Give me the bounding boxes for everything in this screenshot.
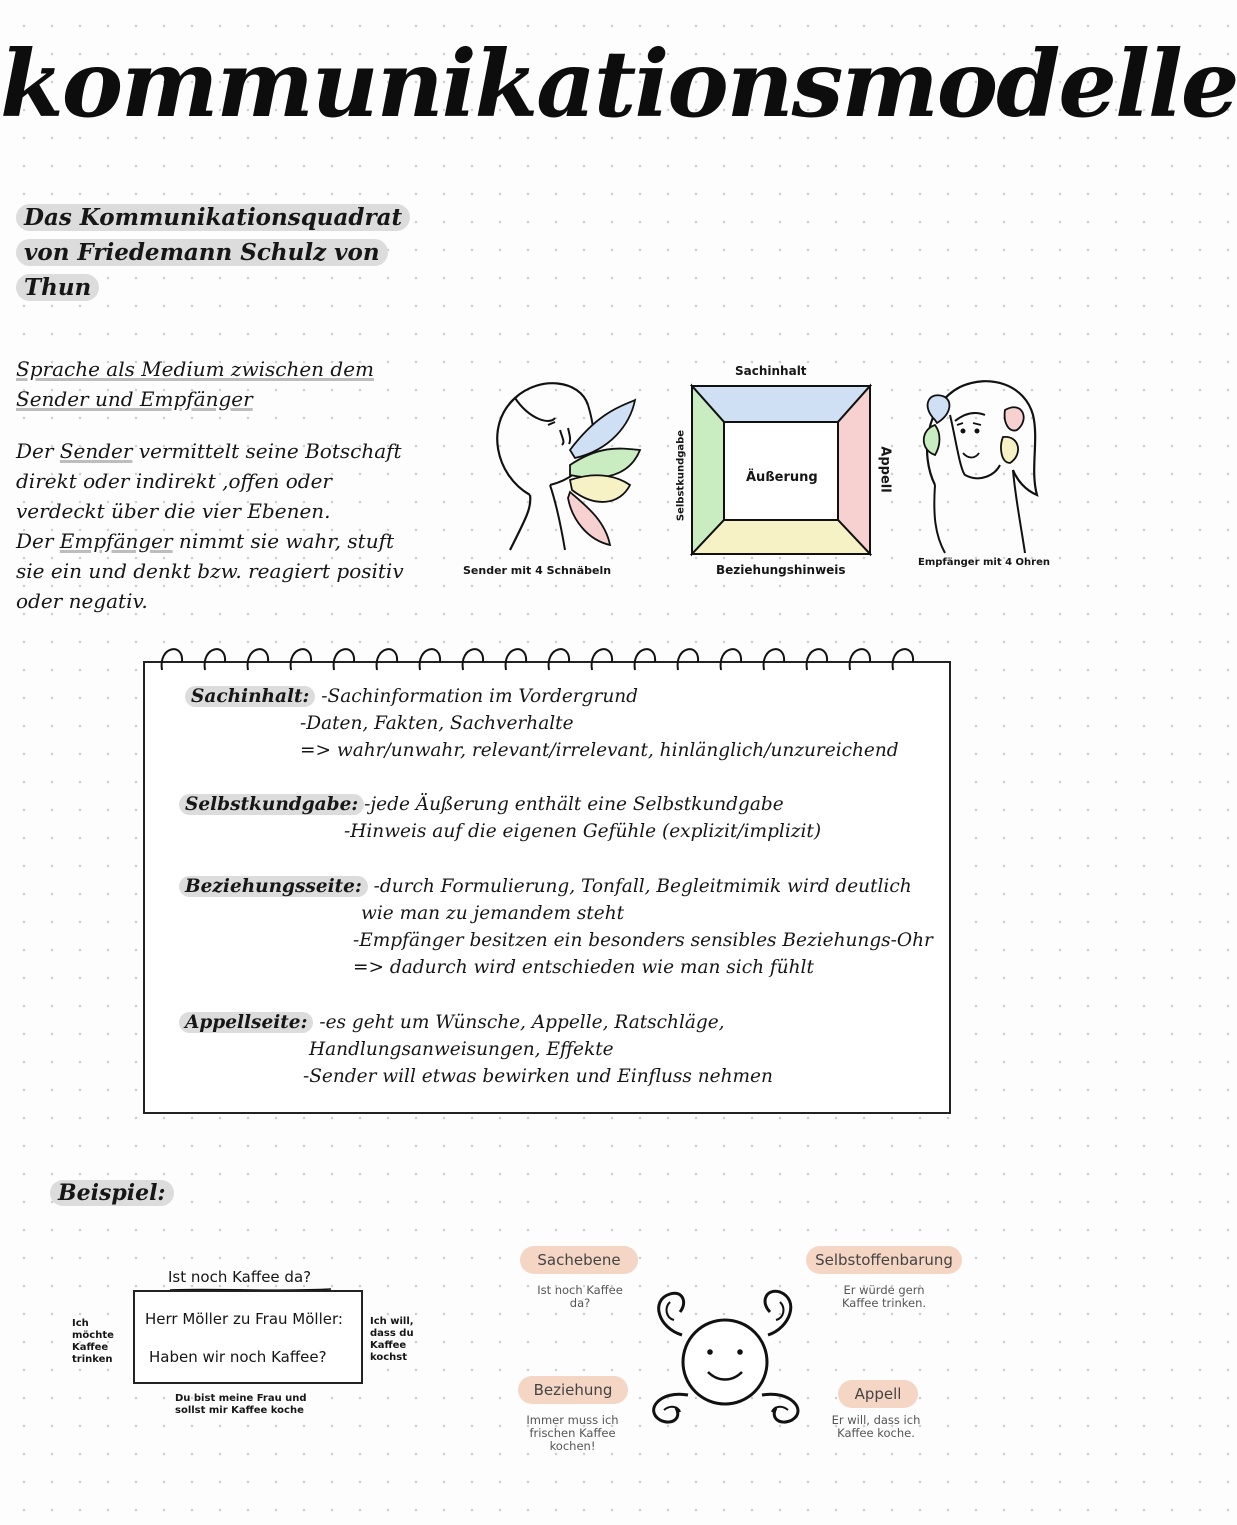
example-right-note: Ich will, dass du Kaffee kochst	[370, 1316, 414, 1363]
notebook-ring	[162, 649, 183, 670]
intro-text	[16, 354, 436, 638]
example-left-note: Ich möchte Kaffee trinken	[72, 1318, 114, 1365]
def-appellseite	[179, 1009, 773, 1090]
example-label-text: Beispiel:	[50, 1180, 174, 1206]
intro-paragraph-1	[16, 354, 436, 414]
def-sach-1: -Sachinformation im Vordergrund	[321, 686, 639, 707]
heading-line-1: Das Kommunikationsquadrat	[16, 204, 410, 231]
intro-paragraph-2	[16, 436, 436, 616]
receiver-illustration	[905, 375, 1055, 555]
notebook-ring	[592, 649, 613, 670]
intro-p2-l4-pre: Der	[16, 529, 60, 553]
def-beziehungsseite	[179, 873, 933, 981]
term-beziehungsseite: Beziehungsseite:	[179, 876, 368, 897]
intro-empfaenger-word: Empfänger	[59, 529, 173, 553]
notebook-ring	[506, 649, 527, 670]
page-title: kommunikationsmodelle	[0, 30, 1237, 138]
notebook-ring	[334, 649, 355, 670]
label-beziehungshinweis: Beziehungshinweis	[716, 563, 846, 577]
notebook-ring	[678, 649, 699, 670]
sender-illustration	[470, 370, 670, 560]
notebook-ring	[205, 649, 226, 670]
def-bez-3: -Empfänger besitzen ein besonders sensibles Beziehungs-Ohr	[353, 930, 933, 951]
notebook-ring	[807, 649, 828, 670]
notebook-ring	[635, 649, 656, 670]
def-bez-4: => dadurch wird entschieden wie man sich fühlt	[353, 957, 814, 978]
example-bottom-note-2: sollst mir Kaffee koche	[175, 1405, 304, 1416]
notebook-ring	[764, 649, 785, 670]
intro-p2-l1: vermittelt seine Botschaft	[132, 439, 402, 463]
example-bottom-note	[175, 1393, 345, 1417]
label-aeusserung: Äußerung	[746, 470, 818, 485]
intro-p2-l4: nimmt sie wahr, stuft	[172, 529, 395, 553]
notebook-ring	[463, 649, 484, 670]
text-appell: Er will, dass ich Kaffee koche.	[831, 1413, 921, 1440]
intro-p2-l5: sie ein und denkt bzw. reagiert positiv	[16, 559, 404, 583]
example-box-line2: Haben wir noch Kaffee?	[149, 1348, 327, 1366]
notebook-ring	[377, 649, 398, 670]
notebook-ring	[549, 649, 570, 670]
notebook-ring	[420, 649, 441, 670]
term-sachinhalt: Sachinhalt:	[185, 686, 315, 707]
intro-p1-line2: Sender und Empfänger	[16, 387, 253, 411]
example-box	[133, 1290, 363, 1384]
definitions-box	[143, 661, 951, 1114]
intro-p2-l3: verdeckt über die vier Ebenen.	[16, 499, 331, 523]
label-appell: Appell	[877, 446, 893, 493]
four-ears-face	[630, 1280, 820, 1430]
text-selbstoffenbarung: Er würde gern Kaffee trinken.	[841, 1283, 927, 1310]
def-selbstkundgabe	[179, 791, 821, 845]
example-question: Ist noch Kaffee da?	[168, 1268, 312, 1286]
def-sachinhalt	[185, 683, 899, 764]
receiver-caption: Empfänger mit 4 Ohren	[918, 557, 1050, 568]
def-app-1: -es geht um Wünsche, Appelle, Ratschläge,	[319, 1012, 725, 1033]
def-app-2: Handlungsanweisungen, Effekte	[309, 1039, 614, 1060]
pill-appell: Appell	[838, 1380, 918, 1408]
intro-p2-l2: direkt oder indirekt ,offen oder	[16, 469, 332, 493]
term-appellseite: Appellseite:	[179, 1012, 313, 1033]
notebook-rings	[160, 640, 920, 674]
pill-beziehung: Beziehung	[518, 1376, 628, 1404]
example-label	[50, 1180, 174, 1206]
intro-p1-line1: Sprache als Medium zwischen dem	[16, 357, 374, 381]
example-box-line1: Herr Möller zu Frau Möller:	[145, 1310, 343, 1328]
notebook-ring	[850, 649, 871, 670]
text-sachebene: Ist noch Kaffee da?	[537, 1283, 623, 1310]
heading-line-2: von Friedemann Schulz von	[16, 239, 388, 266]
def-selbst-1: -jede Äußerung enthält eine Selbstkundgabe	[364, 794, 784, 815]
notebook-ring	[248, 649, 269, 670]
def-app-3: -Sender will etwas bewirken und Einfluss nehmen	[303, 1066, 773, 1087]
sender-caption: Sender mit 4 Schnäbeln	[463, 564, 612, 577]
term-selbstkundgabe: Selbstkundgabe:	[179, 794, 364, 815]
example-bottom-note-1: Du bist meine Frau und	[175, 1393, 307, 1404]
label-selbstkundgabe: Selbstkundgabe	[675, 429, 687, 522]
text-beziehung: Immer muss ich frischen Kaffee kochen!	[526, 1413, 619, 1453]
notebook-ring	[893, 649, 914, 670]
pill-sachebene: Sachebene	[520, 1246, 638, 1274]
intro-p2-l6: oder negativ.	[16, 589, 148, 613]
notebook-ring	[721, 649, 742, 670]
heading-line-3: Thun	[16, 274, 99, 301]
section-heading	[16, 200, 416, 305]
intro-sender-word: Sender	[59, 439, 133, 463]
def-sach-3: => wahr/unwahr, relevant/irrelevant, hinlänglich/unzureichend	[300, 740, 899, 761]
def-selbst-2: -Hinweis auf die eigenen Gefühle (explizit/implizit)	[344, 821, 822, 842]
label-sachinhalt: Sachinhalt	[735, 364, 807, 378]
pill-selbstoffenbarung: Selbstoffenbarung	[806, 1246, 962, 1274]
def-bez-1: -durch Formulierung, Tonfall, Begleitmimik wird deutlich	[373, 876, 912, 897]
def-sach-2: -Daten, Fakten, Sachverhalte	[300, 713, 574, 734]
intro-p2-pre: Der	[16, 439, 60, 463]
notebook-ring	[291, 649, 312, 670]
def-bez-2: wie man zu jemandem steht	[361, 903, 625, 924]
